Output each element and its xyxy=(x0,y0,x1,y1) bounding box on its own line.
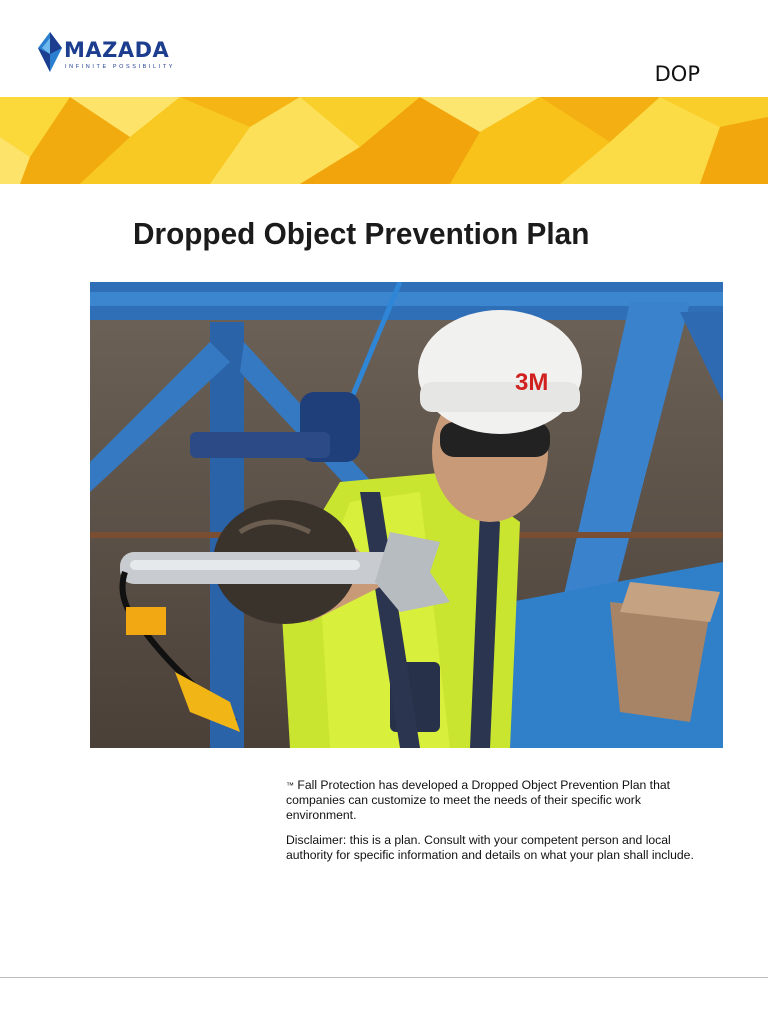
footer-divider xyxy=(0,977,768,978)
logo-name: MAZADA xyxy=(64,38,170,62)
intro-text xyxy=(286,778,696,873)
helmet-3m-label: 3M xyxy=(515,369,549,396)
trademark-mark: ™ xyxy=(286,781,294,790)
cover-photo xyxy=(90,282,723,748)
disclaimer-paragraph: Disclaimer: this is a plan. Consult with your competent person and local authority for specific information and details on what your plan shall include. xyxy=(286,833,694,862)
header-banner xyxy=(0,97,768,184)
company-logo xyxy=(36,32,176,76)
document-title: Dropped Object Prevention Plan xyxy=(133,216,590,251)
geometric-banner-graphic xyxy=(0,97,768,184)
intro-paragraph-text: Fall Protection has developed a Dropped Object Prevention Plan that companies can customize to meet the needs of their specific work environment. xyxy=(286,778,671,822)
logo-tagline: INFINITE POSSIBILITY xyxy=(65,64,176,70)
diamond-logo-icon xyxy=(36,32,64,74)
document-code: DOP xyxy=(654,62,700,86)
intro-paragraph xyxy=(286,778,696,823)
worker-with-wrench-photo-icon xyxy=(90,282,723,748)
